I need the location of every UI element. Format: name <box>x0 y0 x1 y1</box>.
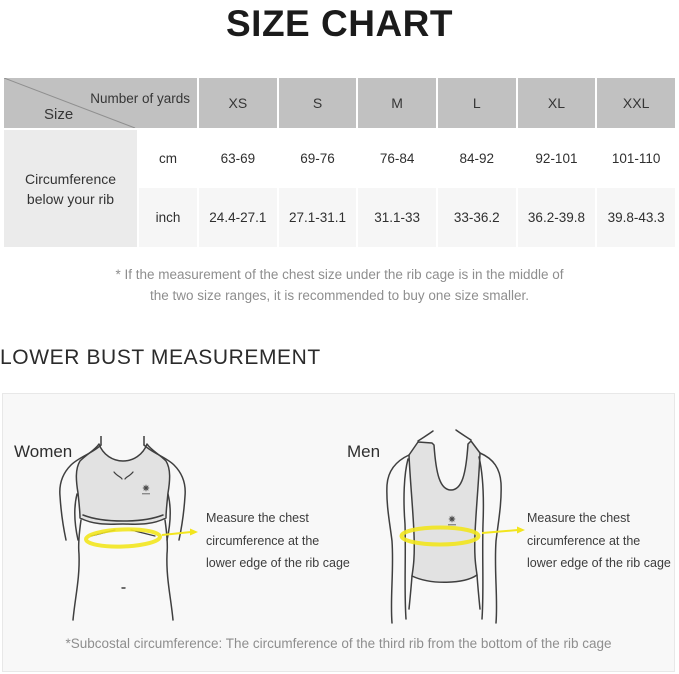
size-column-header: M <box>358 78 436 128</box>
value-cell: 27.1-31.1 <box>279 188 357 247</box>
women-measure-annotation <box>206 507 350 575</box>
size-column-header: S <box>279 78 357 128</box>
sports-bra-shape <box>76 444 169 524</box>
lower-bust-heading: LOWER BUST MEASUREMENT <box>0 346 321 369</box>
row-label-line: below your rib <box>26 190 115 207</box>
annotation-line: lower edge of the rib cage <box>206 556 350 570</box>
annotation-line: Measure the chest <box>527 511 630 525</box>
men-measure-annotation <box>527 507 671 575</box>
size-column-header: XS <box>199 78 277 128</box>
measurement-ellipse <box>86 528 161 548</box>
women-figure-label: Women <box>14 442 73 461</box>
value-cell: 63-69 <box>199 130 277 186</box>
annotation-line: circumference at the <box>527 533 641 548</box>
size-note-line: * If the measurement of the chest size under the rib cage is in the middle of <box>115 267 564 282</box>
subcostal-footnote: *Subcostal circumference: The circumference of the third rib from the bottom of the rib cage <box>65 636 612 651</box>
table-row-cm <box>4 130 675 186</box>
value-cell: 33-36.2 <box>438 188 516 247</box>
row-label-circumference <box>4 130 137 247</box>
measure-arrow-icon <box>482 530 518 533</box>
value-cell: 101-110 <box>597 130 675 186</box>
corner-top-label: Number of yards <box>90 91 190 106</box>
size-column-header: L <box>438 78 516 128</box>
men-figure-label: Men <box>347 442 381 461</box>
page-title: SIZE CHART <box>226 3 453 44</box>
annotation-line: Measure the chest <box>206 511 309 525</box>
measurement-illustration-panel <box>2 393 675 672</box>
size-note <box>0 264 679 306</box>
size-table-corner-cell <box>4 78 197 128</box>
size-table <box>2 76 677 249</box>
value-cell: 76-84 <box>358 130 436 186</box>
corner-bottom-label: Size <box>44 106 74 123</box>
value-cell: 36.2-39.8 <box>518 188 596 247</box>
size-table-header-row <box>4 78 675 128</box>
annotation-line: circumference at the <box>206 533 320 548</box>
value-cell: 69-76 <box>279 130 357 186</box>
size-note-line: the two size ranges, it is recommended to buy one size smaller. <box>150 288 529 303</box>
unit-cell-inch: inch <box>139 188 197 247</box>
value-cell: 31.1-33 <box>358 188 436 247</box>
row-label-line: Circumference <box>24 170 117 187</box>
tank-top-shape <box>409 441 480 582</box>
unit-cell-cm: cm <box>139 130 197 186</box>
men-figure-illustration <box>376 429 541 629</box>
value-cell: 92-101 <box>518 130 596 186</box>
size-table-container <box>2 76 677 249</box>
value-cell: 84-92 <box>438 130 516 186</box>
size-column-header: XXL <box>597 78 675 128</box>
annotation-line: lower edge of the rib cage <box>527 556 671 570</box>
women-figure-illustration <box>51 436 201 626</box>
value-cell: 24.4-27.1 <box>199 188 277 247</box>
size-column-header: XL <box>518 78 596 128</box>
value-cell: 39.8-43.3 <box>597 188 675 247</box>
